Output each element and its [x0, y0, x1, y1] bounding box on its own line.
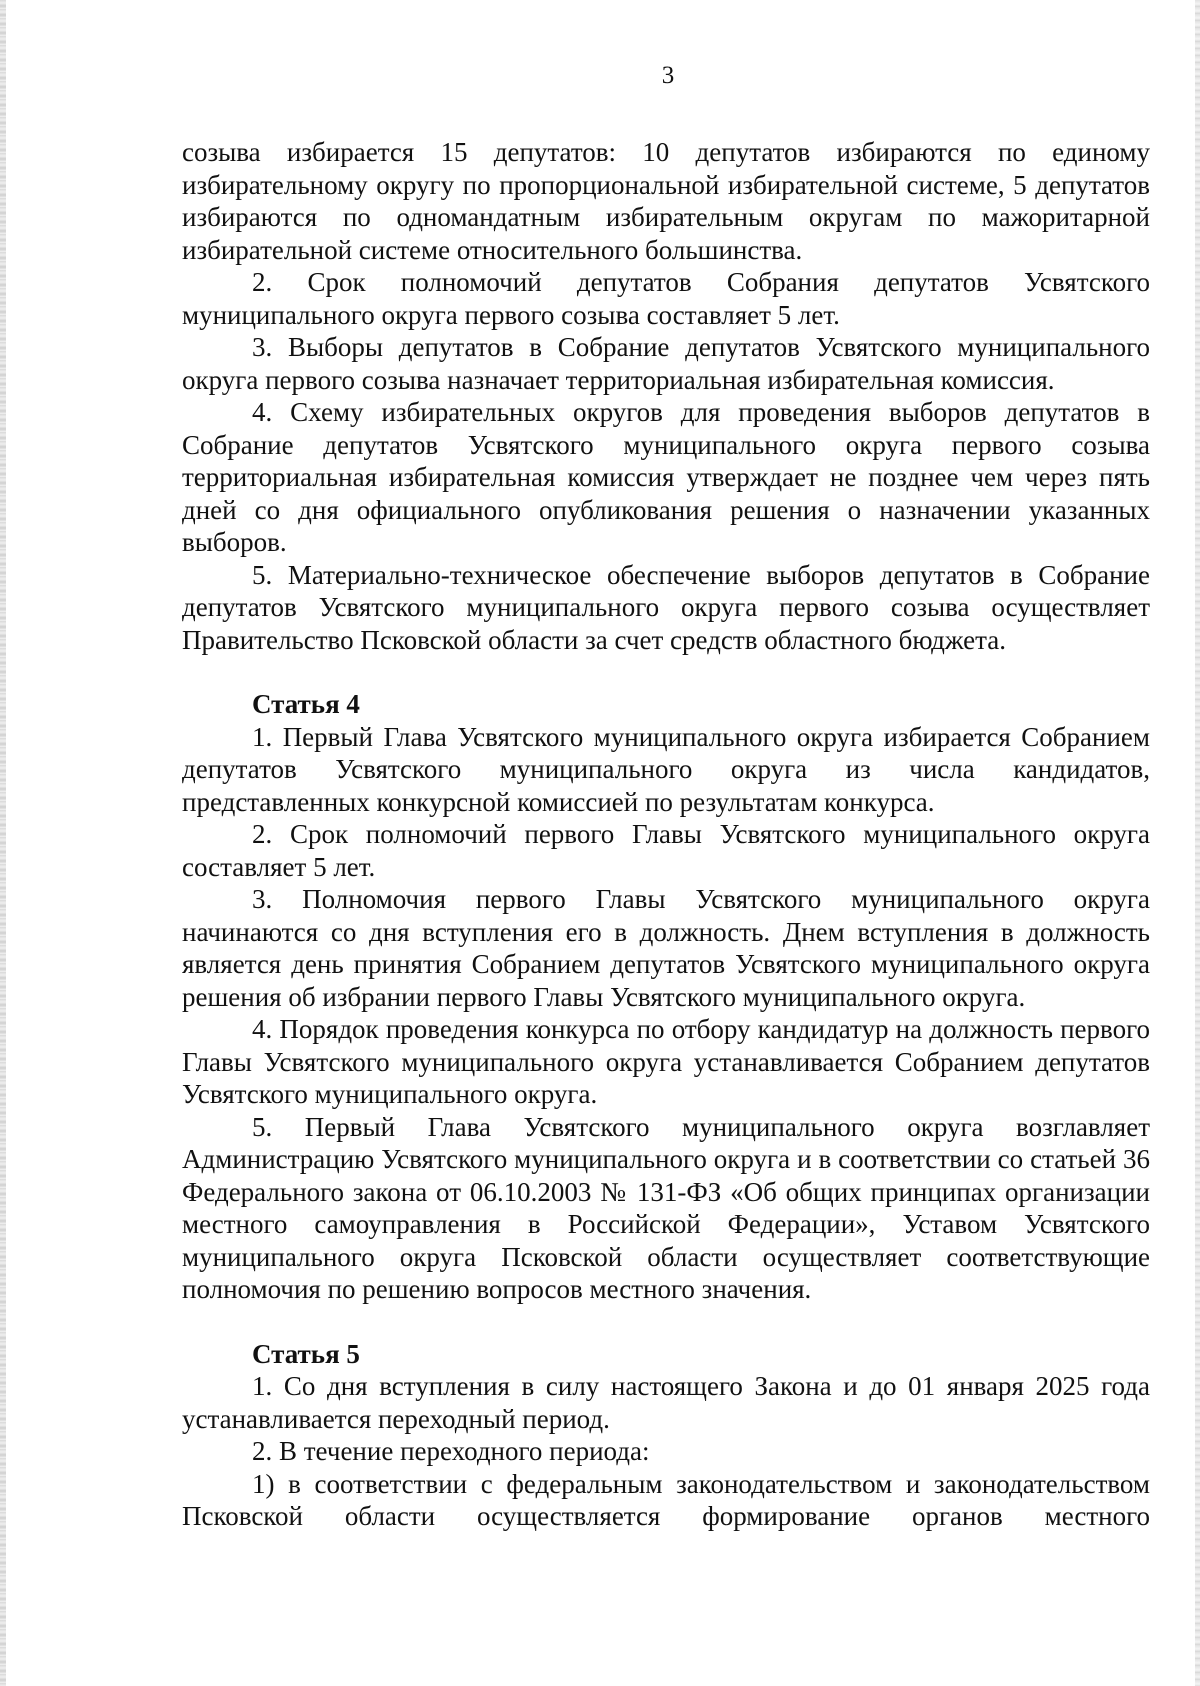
paragraph: созыва избирается 15 депутатов: 10 депутатов избираются по единому избирательному округу по пропорциональной избирательной системе, 5 депутатов избираются по одномандатным избирательным округам по мажоритарной избирательной системе относительного большинства.: [182, 137, 1150, 265]
paragraph: 2. В течение переходного периода:: [252, 1436, 650, 1466]
paragraph: 4. Схему избирательных округов для проведения выборов депутатов в Собрание депутатов Усвятского муниципального округа первого созыва территориальная избирательная комиссия утверждает не позднее чем через пять дней со дня официального опубликования решения о назначении указанных выборов.: [182, 397, 1150, 557]
paragraph: 3. Полномочия первого Главы Усвятского муниципального округа начинаются со дня вступления его в должность. Днем вступления в должность является день принятия Собранием депутатов Усвятского муниципального округа решения об избрании первого Главы Усвятского муниципального округа.: [182, 884, 1150, 1012]
paragraph: 1. Со дня вступления в силу настоящего Закона и до 01 января 2025 года устанавливается переходный период.: [182, 1371, 1150, 1434]
paragraph: 5. Материально-техническое обеспечение выборов депутатов в Собрание депутатов Усвятского муниципального округа первого созыва осуществляет Правительство Псковской области за счет средств областного бюджета.: [182, 559, 1150, 655]
paragraph: 5. Первый Глава Усвятского муниципального округа возглавляет Администрацию Усвятского муниципального округа и в соответствии со статьей 36 Федерального закона от 06.10.2003 № 131-ФЗ «Об общих принципах организации местного самоуправления в Российской Федерации», Уставом Усвятского муниципального округа Псковской области осуществляет соответствующие полномочия по решению вопросов местного значения.: [182, 1111, 1150, 1304]
paragraph: 2. Срок полномочий депутатов Собрания депутатов Усвятского муниципального округа первого созыва составляет 5 лет.: [182, 267, 1150, 330]
article-heading: Статья 4: [252, 689, 360, 719]
paragraph: 4. Порядок проведения конкурса по отбору кандидатур на должность первого Главы Усвятского муниципального округа устанавливается Собранием депутатов Усвятского муниципального округа.: [182, 1014, 1150, 1109]
paragraph: 2. Срок полномочий первого Главы Усвятского муниципального округа составляет 5 лет.: [182, 819, 1150, 882]
paragraph: 1) в соответствии с федеральным законодательством и законодательством Псковской области осуществляется формирование органов местного: [182, 1468, 1150, 1531]
scan-edge-left: [0, 0, 6, 1686]
paragraph: 3. Выборы депутатов в Собрание депутатов Усвятского муниципального округа первого созыва назначает территориальная избирательная комиссия.: [182, 332, 1150, 395]
section-gap: [182, 656, 1150, 688]
document-body: [182, 136, 1150, 1533]
section-gap: [182, 1306, 1150, 1338]
article-heading: Статья 5: [252, 1338, 360, 1369]
paragraph: 1. Первый Глава Усвятского муниципального округа избирается Собранием депутатов Усвятского муниципального округа из числа кандидатов, представленных конкурсной комиссией по результатам конкурса.: [182, 721, 1150, 817]
scan-edge-right: [1195, 0, 1200, 1686]
page-number: 3: [661, 62, 675, 89]
